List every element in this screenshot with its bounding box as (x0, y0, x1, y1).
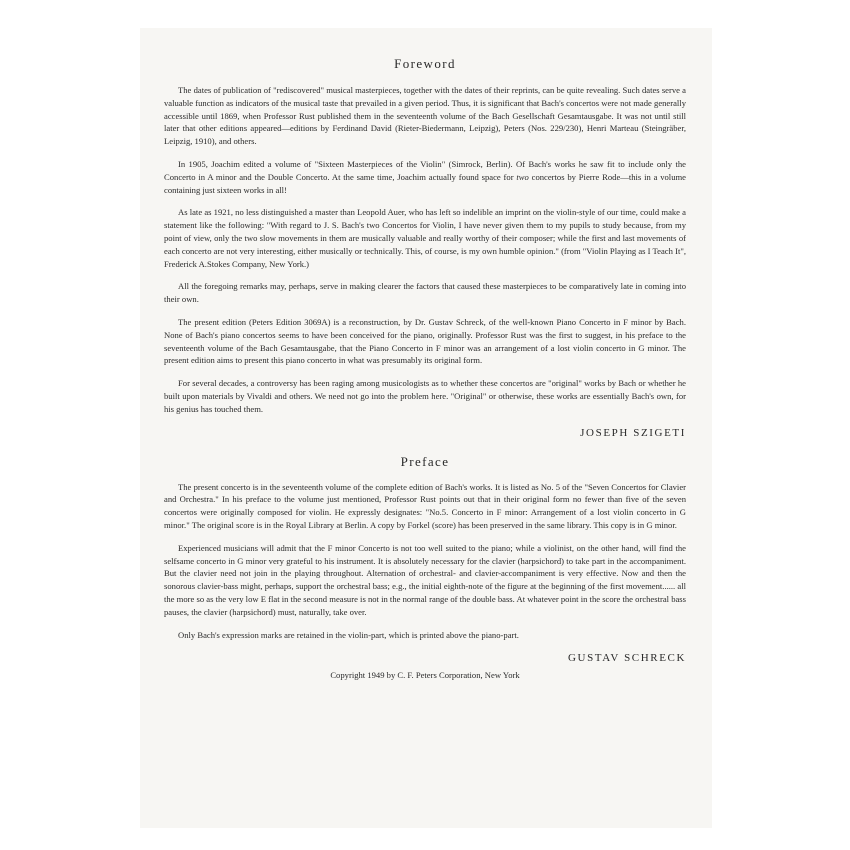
preface-paragraph-3: Only Bach's expression marks are retained in the violin-part, which is printed above the piano-part. (178, 629, 519, 640)
preface-paragraph-1: The present concerto is in the seventeenth volume of the complete edition of Bach's works. It is listed as No. 5 of the "Seven Concertos for Clavier and Orchestra." In his preface to the volume just mentioned, Professor Rust points out that in their original form no fewer than five of the seven concertos were originally composed for violin. He expressly designates: "No.5. Concerto in F minor: Arrangement of a lost violin concerto in G minor." The original score is in the Royal Library at Berlin. A copy by Forkel (score) has been preserved in the same library. This copy is in G minor. (164, 481, 686, 530)
foreword-paragraph-2-text-start: In 1905, Joachim edited a volume of "Sixteen Masterpieces of the Violin" (Simrock, Berlin). Of Bach's works he saw fit to include only the Concerto in A minor and the Double Concerto. At the same time, Joachim actually found space for (164, 158, 686, 182)
foreword-section (164, 56, 686, 440)
document-page (140, 28, 712, 828)
foreword-paragraph-2 (164, 158, 686, 196)
copyright-notice: Copyright 1949 by C. F. Peters Corporation, New York (330, 670, 520, 681)
foreword-paragraph-2-text-end: concertos by Pierre Rode—this in a volume containing just sixteen works in all! (164, 171, 686, 195)
preface-paragraph-2: Experienced musicians will admit that the F minor Concerto is not too well suited to the piano; while a violinist, on the other hand, will find the selfsame concerto in G minor very grateful to his instrument. It is absolutely necessary for the clavier (harpsichord) to take part in the accompaniment. But the clavier need not join in the playing throughout. Alternation of orchestral- and clavier-accompaniment is very effective. Now and then the sonorous clavier-bass might, perhaps, support the orchestral bass; e.g., the initial eighth-note of the figure at the beginning of the first movement...... all the more so as the very low E flat in the second measure is not in the normal range of the double bass. At whatever point in the score the orchestral bass pauses, the clavier (harpsichord) must, naturally, take over. (164, 542, 686, 617)
foreword-signature: JOSEPH SZIGETI (580, 426, 686, 439)
foreword-paragraph-5: The present edition (Peters Edition 3069A) is a reconstruction, by Dr. Gustav Schreck, of the well-known Piano Concerto in F minor by Bach. None of Bach's piano concertos seems to have been conceived for the piano, originally. Professor Rust was the first to suggest, in his preface to the seventeenth volume of the Bach Gesamtausgabe, that the Piano Concerto in F minor was an arrangement of a lost violin concerto in G minor. The present edition aims to present this piano concerto in what was presumably its original form. (164, 316, 686, 366)
preface-section (164, 454, 686, 666)
foreword-paragraph-6: For several decades, a controversy has been raging among musicologists as to whether these concertos are "original" works by Bach or whether he built upon materials by Vivaldi and others. We need not go into the problem here. "Original" or otherwise, these works are essentially Bach's own, for his genius has touched them. (164, 378, 686, 414)
preface-signature: GUSTAV SCHRECK (568, 652, 686, 665)
foreword-paragraph-4: All the foregoing remarks may, perhaps, serve in making clearer the factors that caused these masterpieces to be comparatively late in coming into their own. (164, 281, 686, 305)
foreword-title: Foreword (394, 56, 456, 71)
foreword-paragraph-2-italic: two (516, 171, 529, 182)
foreword-paragraph-1: The dates of publication of "rediscovered" musical masterpieces, together with the dates of their reprints, can be quite revealing. Such dates serve a valuable function as indicators of the musical taste that prevailed in a given period. Thus, it is significant that Bach's concertos were not made generally accessible until 1869, when Professor Rust published them in the seventeenth volume of the Bach Gesellschaft Gesamtausgabe. It was not until still later that other editions appeared—editions by Ferdinand David (Rieter-Biedermann, Leipzig), Peters (Nos. 229/230), Henri Marteau (Steingräber, Leipzig, 1910), and others. (164, 85, 686, 147)
page-content (164, 56, 686, 681)
foreword-paragraph-3: As late as 1921, no less distinguished a master than Leopold Auer, who has left so indelible an imprint on the violin-style of our time, could make a statement like the following: "With regard to J. S. Bach's two Concertos for Violin, I have never given them to my pupils to study because, from my point of view, only the two slow movements in them are musically valuable and really worthy of their composer; while the first and last movements of each concerto are not very interesting, either musically or technically. This, of course, is my own humble opinion." (from "Violin Playing as I Teach It", Frederick A.Stokes Company, New York.) (164, 207, 686, 269)
preface-title: Preface (400, 453, 450, 469)
